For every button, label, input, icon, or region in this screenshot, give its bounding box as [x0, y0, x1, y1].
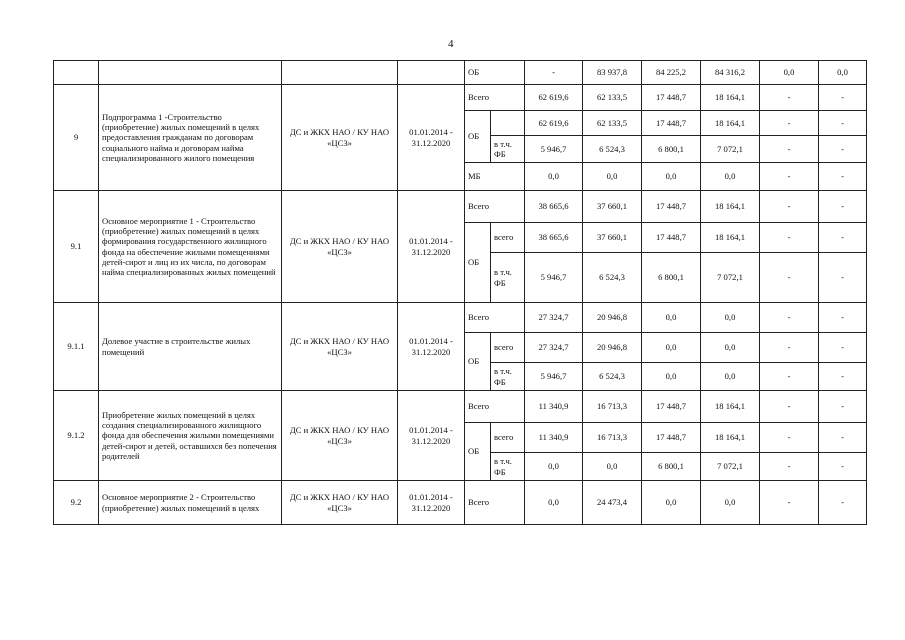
value-cell: 16 713,3 — [583, 391, 642, 423]
source-ob: ОБ — [465, 333, 491, 391]
value-cell: - — [760, 303, 819, 333]
period-cell — [398, 61, 465, 85]
value-cell: 17 448,7 — [642, 223, 701, 253]
value-cell: 0,0 — [583, 163, 642, 191]
value-cell: 17 448,7 — [642, 391, 701, 423]
value-cell: - — [760, 191, 819, 223]
value-cell: 6 800,1 — [642, 253, 701, 303]
value-cell: 11 340,9 — [525, 391, 583, 423]
value-cell: 37 660,1 — [583, 223, 642, 253]
source-ob-all — [491, 111, 525, 136]
value-cell: 0,0 — [642, 303, 701, 333]
value-cell: 17 448,7 — [642, 85, 701, 111]
source-cell: ОБ — [465, 61, 525, 85]
value-cell: 18 164,1 — [701, 223, 760, 253]
value-cell: 0,0 — [525, 481, 583, 525]
value-cell: - — [760, 333, 819, 363]
value-cell: 11 340,9 — [525, 423, 583, 453]
value-cell: 0,0 — [701, 333, 760, 363]
value-cell: 0,0 — [701, 163, 760, 191]
value-cell: 17 448,7 — [642, 423, 701, 453]
value-cell: - — [525, 61, 583, 85]
table-row-9-1-2-total — [54, 391, 867, 423]
value-cell: 17 448,7 — [642, 191, 701, 223]
value-cell: - — [819, 253, 867, 303]
value-cell: - — [819, 481, 867, 525]
value-cell: 20 946,8 — [583, 303, 642, 333]
row-period: 01.01.2014 - 31.12.2020 — [398, 191, 465, 303]
value-cell: 20 946,8 — [583, 333, 642, 363]
row-executor: ДС и ЖКХ НАО / КУ НАО «ЦСЗ» — [282, 481, 398, 525]
row-number: 9 — [54, 85, 99, 191]
source-total: Всего — [465, 481, 525, 525]
row-number: 9.1.1 — [54, 303, 99, 391]
value-cell: - — [760, 253, 819, 303]
value-cell: 6 800,1 — [642, 136, 701, 163]
value-cell: 37 660,1 — [583, 191, 642, 223]
value-cell: 16 713,3 — [583, 423, 642, 453]
value-cell: 38 665,6 — [525, 223, 583, 253]
value-cell: - — [760, 391, 819, 423]
source-mb: МБ — [465, 163, 525, 191]
row-number: 9.1 — [54, 191, 99, 303]
row-period: 01.01.2014 - 31.12.2020 — [398, 391, 465, 481]
value-cell: 27 324,7 — [525, 333, 583, 363]
value-cell: - — [819, 111, 867, 136]
value-cell: - — [819, 136, 867, 163]
value-cell: - — [819, 191, 867, 223]
value-cell: 7 072,1 — [701, 453, 760, 481]
row-name: Основное мероприятие 2 - Строительство (приобретение) жилых помещений в целях — [99, 481, 282, 525]
value-cell: 0,0 — [642, 163, 701, 191]
value-cell: - — [819, 85, 867, 111]
value-cell: 18 164,1 — [701, 391, 760, 423]
value-cell: - — [760, 453, 819, 481]
value-cell: 38 665,6 — [525, 191, 583, 223]
table-row-9-2-total — [54, 481, 867, 525]
row-executor: ДС и ЖКХ НАО / КУ НАО «ЦСЗ» — [282, 191, 398, 303]
value-cell: - — [819, 363, 867, 391]
source-ob: ОБ — [465, 223, 491, 303]
table-row-continuation — [54, 61, 867, 85]
value-cell: 0,0 — [701, 481, 760, 525]
row-period: 01.01.2014 - 31.12.2020 — [398, 85, 465, 191]
num-cell — [54, 61, 99, 85]
value-cell: 0,0 — [525, 163, 583, 191]
value-cell: 0,0 — [819, 61, 867, 85]
table-row-9-1-1-total — [54, 303, 867, 333]
value-cell: - — [760, 363, 819, 391]
row-name: Подпрограмма 1 -Строительство (приобретение) жилых помещений в целях предоставления гражданам по договорам социального найма и договорам найма специализированного жилого помещения — [99, 85, 282, 191]
value-cell: 6 524,3 — [583, 363, 642, 391]
source-ob-all: всего — [491, 423, 525, 453]
value-cell: - — [760, 136, 819, 163]
source-ob-all: всего — [491, 333, 525, 363]
value-cell: 7 072,1 — [701, 253, 760, 303]
value-cell: 5 946,7 — [525, 363, 583, 391]
source-fb: в т.ч. ФБ — [491, 253, 525, 303]
source-total: Всего — [465, 85, 525, 111]
value-cell: - — [760, 223, 819, 253]
value-cell: 0,0 — [760, 61, 819, 85]
page-number: 4 — [448, 38, 454, 50]
value-cell: 24 473,4 — [583, 481, 642, 525]
row-executor: ДС и ЖКХ НАО / КУ НАО «ЦСЗ» — [282, 85, 398, 191]
row-period: 01.01.2014 - 31.12.2020 — [398, 303, 465, 391]
value-cell: 18 164,1 — [701, 111, 760, 136]
value-cell: 62 619,6 — [525, 85, 583, 111]
value-cell: 27 324,7 — [525, 303, 583, 333]
row-number: 9.1.2 — [54, 391, 99, 481]
source-ob-all: всего — [491, 223, 525, 253]
value-cell: 0,0 — [642, 481, 701, 525]
value-cell: - — [760, 481, 819, 525]
executor-cell — [282, 61, 398, 85]
row-executor: ДС и ЖКХ НАО / КУ НАО «ЦСЗ» — [282, 391, 398, 481]
row-name: Основное мероприятие 1 - Строительство (приобретение) жилых помещений в целях формирования государственного жилищного фонда на обеспечение жилыми помещениями детей-сирот и лиц из их числа, по договорам найма специализированных жилых помещений — [99, 191, 282, 303]
value-cell: 5 946,7 — [525, 253, 583, 303]
value-cell: 62 619,6 — [525, 111, 583, 136]
value-cell: 18 164,1 — [701, 191, 760, 223]
value-cell: 18 164,1 — [701, 85, 760, 111]
source-total: Всего — [465, 303, 525, 333]
table-row-9-1-total — [54, 191, 867, 223]
name-cell — [99, 61, 282, 85]
value-cell: - — [760, 163, 819, 191]
source-total: Всего — [465, 391, 525, 423]
budget-table — [53, 60, 867, 525]
value-cell: 7 072,1 — [701, 136, 760, 163]
row-period: 01.01.2014 - 31.12.2020 — [398, 481, 465, 525]
value-cell: - — [819, 223, 867, 253]
value-cell: 17 448,7 — [642, 111, 701, 136]
value-cell: 18 164,1 — [701, 423, 760, 453]
value-cell: 0,0 — [642, 363, 701, 391]
value-cell: - — [819, 453, 867, 481]
source-ob: ОБ — [465, 111, 491, 163]
source-fb: в т.ч. ФБ — [491, 453, 525, 481]
value-cell: - — [819, 423, 867, 453]
value-cell: - — [819, 333, 867, 363]
value-cell: - — [760, 85, 819, 111]
row-name: Долевое участие в строительстве жилых помещений — [99, 303, 282, 391]
row-executor: ДС и ЖКХ НАО / КУ НАО «ЦСЗ» — [282, 303, 398, 391]
value-cell: 6 800,1 — [642, 453, 701, 481]
value-cell: 62 133,5 — [583, 85, 642, 111]
value-cell: 0,0 — [701, 303, 760, 333]
value-cell: 0,0 — [525, 453, 583, 481]
source-total: Всего — [465, 191, 525, 223]
row-name: Приобретение жилых помещений в целях создания специализированного жилищного фонда для обеспечения жилыми помещениями детей-сирот и детей, оставшихся без попечения родителей — [99, 391, 282, 481]
source-fb: в т.ч. ФБ — [491, 363, 525, 391]
value-cell: 84 316,2 — [701, 61, 760, 85]
row-number: 9.2 — [54, 481, 99, 525]
value-cell: - — [819, 163, 867, 191]
value-cell: 62 133,5 — [583, 111, 642, 136]
value-cell: 0,0 — [583, 453, 642, 481]
value-cell: 6 524,3 — [583, 253, 642, 303]
value-cell: - — [760, 423, 819, 453]
value-cell: - — [819, 391, 867, 423]
value-cell: - — [819, 303, 867, 333]
value-cell: 0,0 — [642, 333, 701, 363]
value-cell: - — [760, 111, 819, 136]
table-row-9-total — [54, 85, 867, 111]
value-cell: 5 946,7 — [525, 136, 583, 163]
value-cell: 0,0 — [701, 363, 760, 391]
value-cell: 84 225,2 — [642, 61, 701, 85]
value-cell: 83 937,8 — [583, 61, 642, 85]
source-ob: ОБ — [465, 423, 491, 481]
value-cell: 6 524,3 — [583, 136, 642, 163]
source-fb: в т.ч. ФБ — [491, 136, 525, 163]
